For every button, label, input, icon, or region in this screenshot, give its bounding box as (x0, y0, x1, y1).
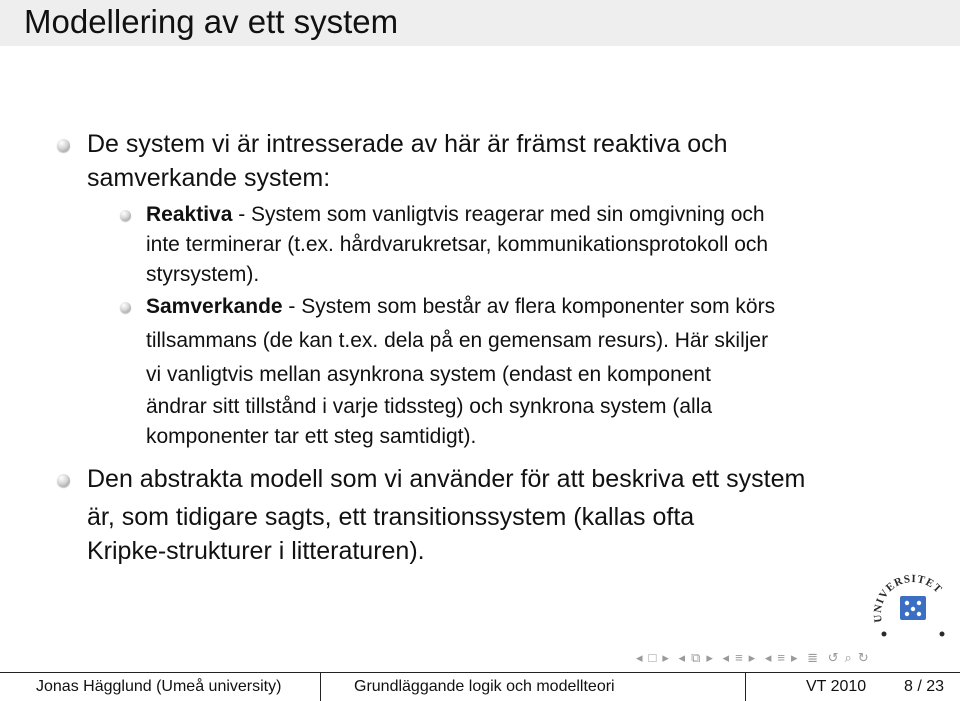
subitem-text: - System som vanligtvis reagerar med sin omgivning och (232, 203, 765, 226)
subitem-text: ändrar sitt tillstånd i varje tidssteg) och synkrona system (alla (146, 395, 713, 418)
item-text: Den abstrakta modell som vi använder för att beskriva ett system (87, 465, 806, 493)
subitem-text: inte terminerar (t.ex. hårdvarukretsar, kommunikationsprotokoll och (146, 233, 769, 256)
slide-title: Modellering av ett system (24, 3, 399, 40)
footer-course: Grundläggande logik och modellteori (354, 678, 615, 695)
align-icon[interactable]: ≣ (807, 650, 818, 665)
subitem-text: - System som består av flera komponenter som körs (282, 295, 776, 318)
footer-author: Jonas Hägglund (Umeå university) (36, 678, 282, 695)
footer-page: 8 / 23 (904, 678, 945, 695)
footer (0, 672, 960, 701)
forward-icon[interactable]: ↻ (857, 650, 869, 665)
bullet-icon (57, 474, 70, 487)
subitem-first-line (146, 200, 765, 230)
subitem-text: komponenter tar ett steg samtidigt). (146, 425, 477, 448)
bullet-icon (57, 139, 70, 152)
frame-right-icon[interactable]: ▸ (662, 650, 669, 665)
item-text: Kripke-strukturer i litteraturen). (87, 537, 425, 565)
frame-icon: □ (648, 650, 657, 665)
footer-term: VT 2010 (806, 678, 867, 695)
term-reaktiva: Reaktiva (146, 203, 233, 226)
term-samverkande: Samverkande (146, 295, 283, 318)
subitem-first-line (146, 292, 775, 322)
next-icon: ≡ (777, 650, 785, 665)
section-right-icon[interactable]: ▸ (706, 650, 713, 665)
section-left-icon[interactable]: ◂ (678, 650, 686, 665)
subsection-left-icon[interactable]: ◂ (722, 650, 730, 665)
subitem-text: styrsystem). (146, 263, 260, 286)
next-right-icon[interactable]: ▸ (790, 650, 798, 665)
sub-bullet-icon (120, 302, 131, 313)
footer-divider (320, 673, 321, 701)
university-logo (870, 568, 956, 654)
subsection-right-icon[interactable]: ▸ (748, 650, 756, 665)
frame-left-icon[interactable]: ◂ (636, 650, 643, 665)
navigation-bar (636, 650, 960, 666)
subitem-text: vi vanligtvis mellan asynkrona system (endast en komponent (146, 363, 711, 386)
item-text: samverkande system: (87, 164, 331, 192)
sub-bullet-icon (120, 210, 131, 221)
subsection-icon: ≡ (735, 650, 743, 665)
item-text: De system vi är intresserade av här är främst reaktiva och (87, 130, 728, 158)
subitem-text: tillsammans (de kan t.ex. dela på en gemensam resurs). Här skiljer (146, 329, 769, 352)
search-icon[interactable]: ⌕ (844, 650, 852, 665)
footer-divider (745, 673, 746, 701)
back-icon[interactable]: ↺ (827, 650, 839, 665)
logo-text: UNIVERSITET (871, 573, 945, 624)
section-icon: ⧉ (691, 650, 701, 665)
next-left-icon[interactable]: ◂ (764, 650, 772, 665)
item-text: är, som tidigare sagts, ett transitionssystem (kallas ofta (87, 503, 695, 531)
title-bar (0, 0, 960, 46)
